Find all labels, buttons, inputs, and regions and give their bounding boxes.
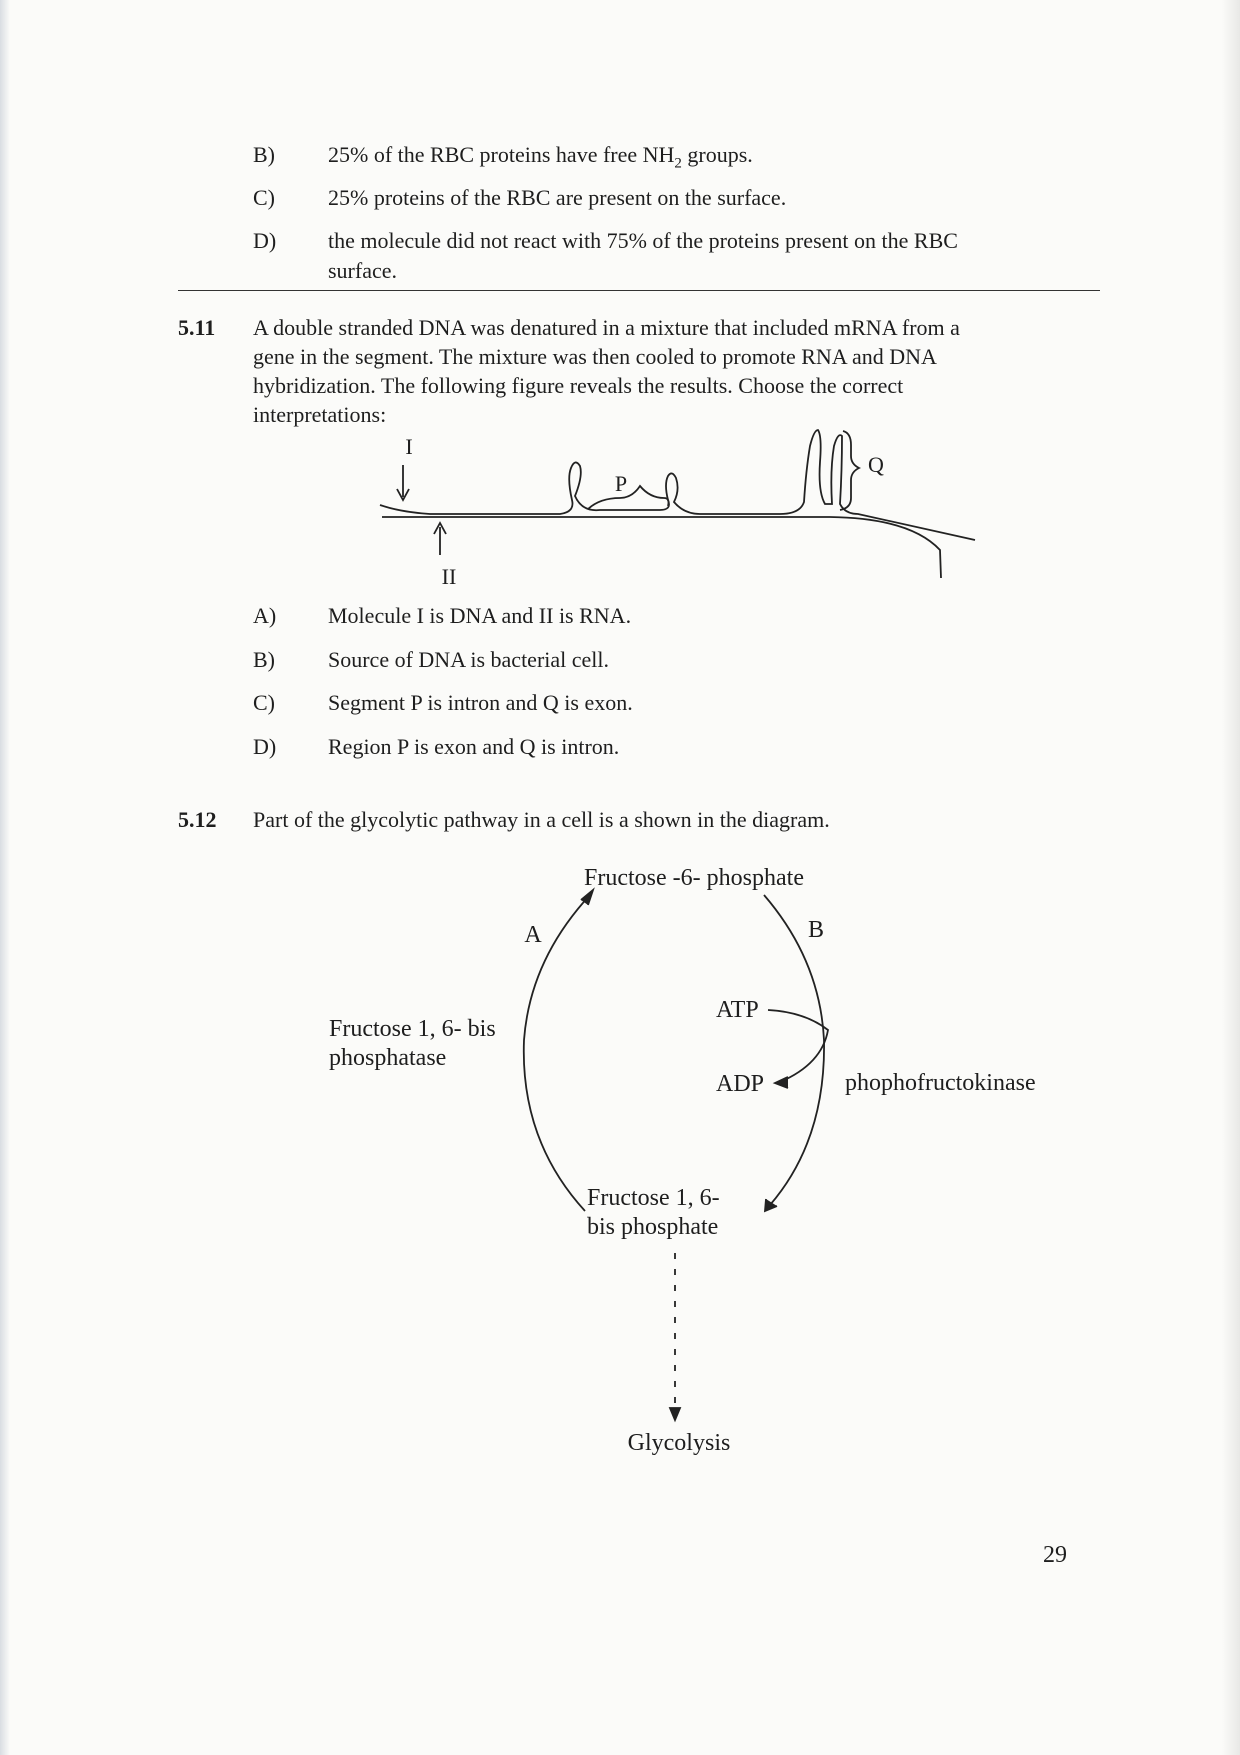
- label-q: Q: [868, 452, 884, 477]
- q511-option-a-text: Molecule I is DNA and II is RNA.: [328, 603, 632, 628]
- left-enzyme-line1: Fructose 1, 6- bis: [329, 1016, 496, 1042]
- q510-option-b-letter: B): [253, 142, 275, 167]
- fructose-bisphosphate-line1: Fructose 1, 6-: [587, 1185, 720, 1211]
- q511-option-b-text: Source of DNA is bacterial cell.: [328, 647, 610, 672]
- q511-option-c-text: Segment P is intron and Q is exon.: [328, 690, 633, 715]
- q512-text: Part of the glycolytic pathway in a cell is a shown in the diagram.: [253, 807, 830, 832]
- q511-number: 5.11: [178, 315, 216, 340]
- adp-label: ADP: [716, 1071, 765, 1097]
- q510-option-c-text: 25% proteins of the RBC are present on the surface.: [328, 185, 787, 210]
- atp-label: ATP: [716, 997, 759, 1023]
- atp-adp-curve: [768, 1010, 828, 1082]
- q511-option-b-letter: B): [253, 647, 275, 672]
- q510-option-d-text-line1: the molecule did not react with 75% of the proteins present on the RBC: [328, 228, 958, 253]
- label-a: A: [524, 922, 542, 948]
- glycolysis-arrow-head: [670, 1408, 680, 1420]
- q511-line-3: hybridization. The following figure reveals the results. Choose the correct: [253, 373, 904, 398]
- label-i: I: [405, 434, 413, 459]
- fructose-bisphosphate-line2: bis phosphate: [587, 1214, 719, 1240]
- q510-option-d-letter: D): [253, 228, 277, 253]
- q511-option-d-letter: D): [253, 734, 277, 759]
- q512-number: 5.12: [178, 807, 217, 832]
- left-enzyme-line2: phosphatase: [329, 1045, 447, 1071]
- q511-option-a-letter: A): [253, 603, 277, 628]
- q510-option-c-letter: C): [253, 185, 275, 210]
- q510-option-b-text: 25% of the RBC proteins have free $NH_2$ groups.: [328, 142, 753, 172]
- q511-option-d-text: Region P is exon and Q is intron.: [328, 734, 620, 759]
- fructose-6-phosphate-label: Fructose -6- phosphate: [584, 865, 804, 891]
- arrow-b-head: [765, 1199, 777, 1211]
- q511-line-2: gene in the segment. The mixture was then cooled to promote RNA and DNA: [253, 344, 937, 369]
- q511-line-1: A double stranded DNA was denatured in a mixture that included mRNA from a: [253, 315, 960, 340]
- phosphofructokinase-label: phophofructokinase: [845, 1070, 1036, 1096]
- q511-option-c-letter: C): [253, 690, 275, 715]
- label-b: B: [807, 917, 825, 943]
- glycolysis-label: Glycolysis: [627, 1430, 731, 1456]
- q511-line-4: interpretations:: [253, 402, 387, 427]
- page-number: 29: [1043, 1542, 1067, 1568]
- label-p: P: [614, 471, 628, 496]
- q510-option-d-text-line2: surface.: [328, 258, 398, 283]
- label-ii: II: [441, 564, 457, 589]
- adp-arrow-head: [775, 1077, 788, 1088]
